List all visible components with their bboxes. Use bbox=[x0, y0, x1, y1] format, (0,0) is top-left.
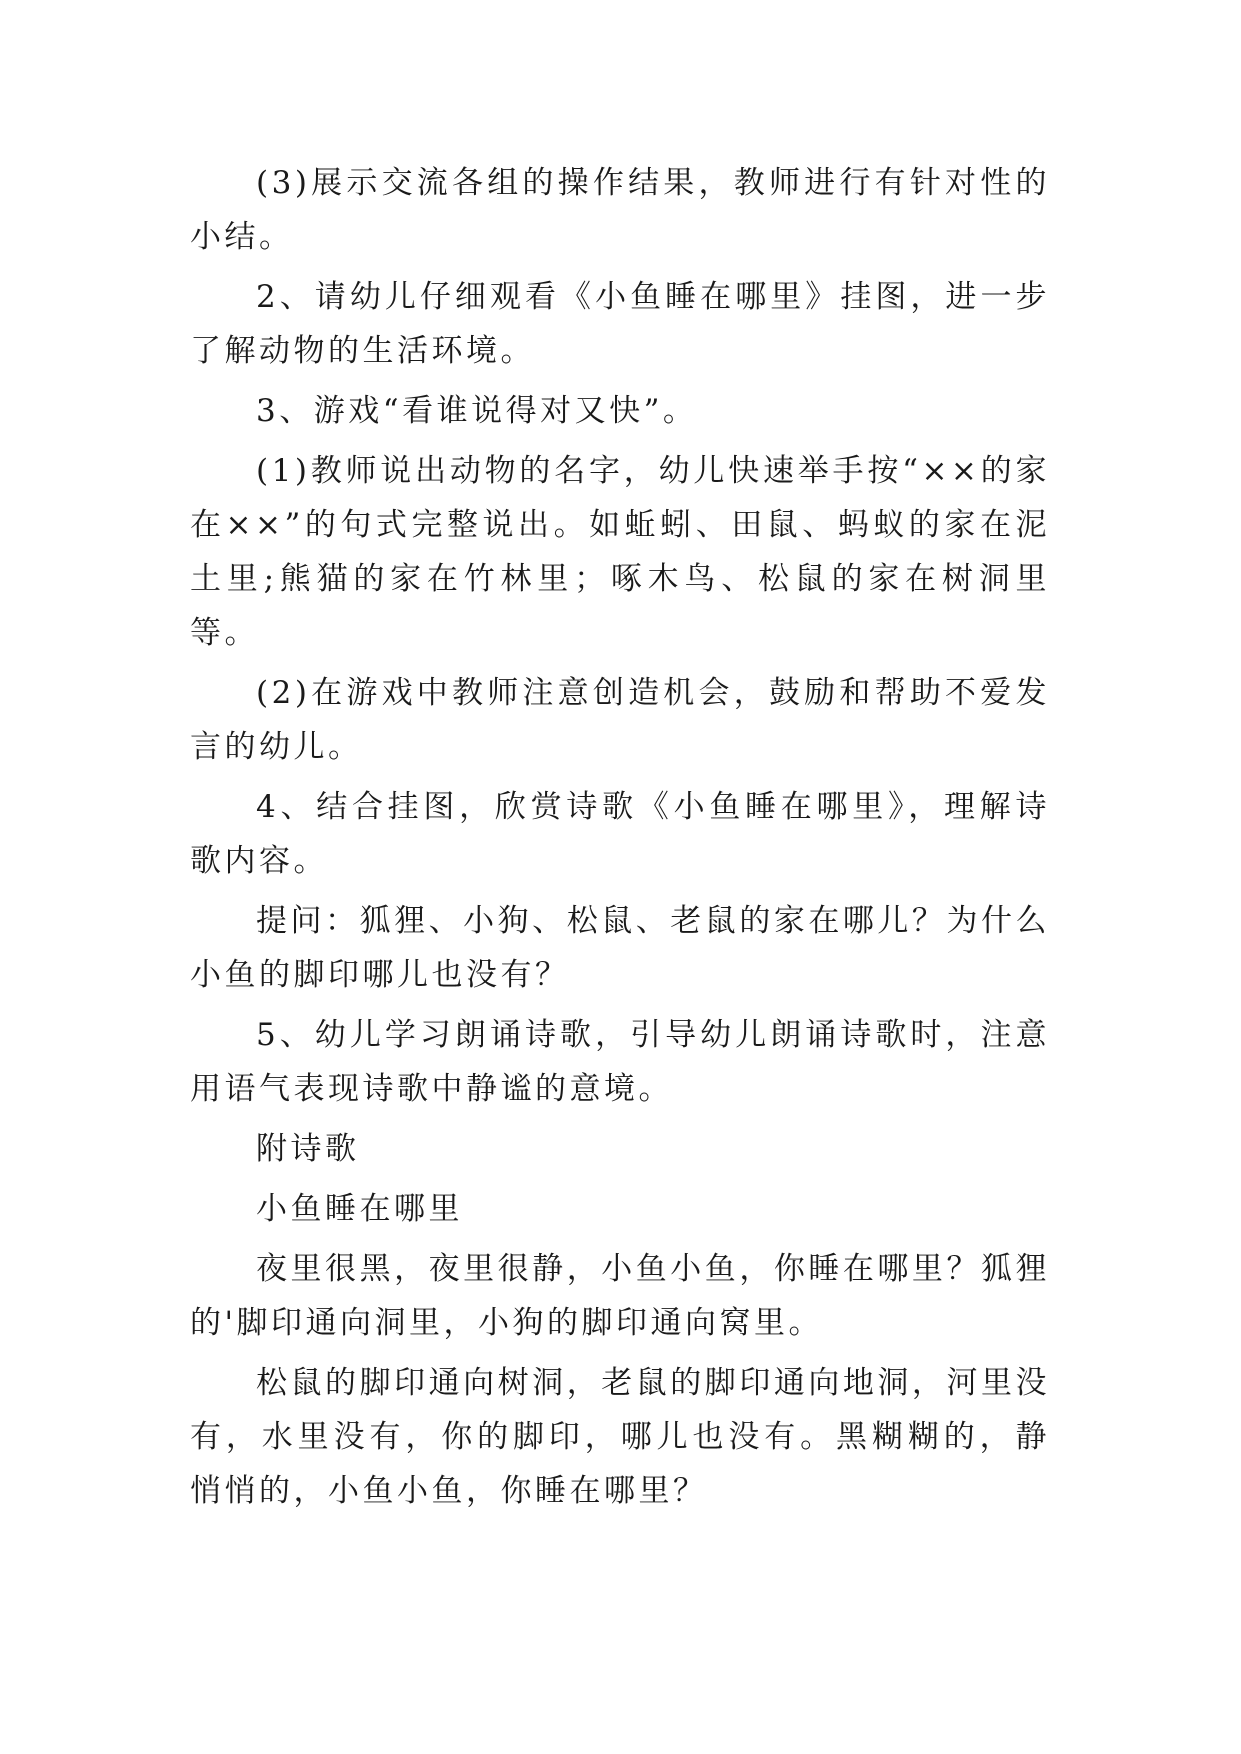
paragraph-step-3-sub-3: (3)展示交流各组的操作结果，教师进行有针对性的小结。 bbox=[190, 165, 1050, 255]
paragraph-appendix-heading: 附诗歌 bbox=[256, 1131, 360, 1167]
paragraph-question: 提问：狐狸、小狗、松鼠、老鼠的家在哪儿？为什么小鱼的脚印哪儿也没有？ bbox=[190, 903, 1050, 993]
paragraph-step-2: 2、请幼儿仔细观看《小鱼睡在哪里》挂图，进一步了解动物的生活环境。 bbox=[190, 279, 1050, 369]
paragraph-step-4: 4、结合挂图，欣赏诗歌《小鱼睡在哪里》，理解诗歌内容。 bbox=[190, 789, 1050, 879]
paragraph-game-rule-1: (1)教师说出动物的名字，幼儿快速举手按“××的家在××”的句式完整说出。如蚯蚓、田鼠、蚂蚁的家在泥土里;熊猫的家在竹林里；啄木鸟、松鼠的家在树洞里等。 bbox=[190, 453, 1050, 651]
paragraph-step-3-game: 3、游戏“看谁说得对又快”。 bbox=[256, 393, 698, 429]
paragraph-step-5: 5、幼儿学习朗诵诗歌，引导幼儿朗诵诗歌时，注意用语气表现诗歌中静谧的意境。 bbox=[190, 1017, 1050, 1107]
poem-stanza-1: 夜里很黑，夜里很静，小鱼小鱼，你睡在哪里？狐狸的'脚印通向洞里，小狗的脚印通向窝里。 bbox=[190, 1251, 1050, 1341]
paragraph-game-rule-2: (2)在游戏中教师注意创造机会，鼓励和帮助不爱发言的幼儿。 bbox=[190, 675, 1050, 765]
document-body bbox=[190, 156, 1050, 1524]
poem-stanza-2: 松鼠的脚印通向树洞，老鼠的脚印通向地洞，河里没有，水里没有，你的脚印，哪儿也没有。黑糊糊的，静悄悄的，小鱼小鱼，你睡在哪里？ bbox=[190, 1365, 1050, 1509]
poem-title: 小鱼睡在哪里 bbox=[256, 1191, 463, 1227]
